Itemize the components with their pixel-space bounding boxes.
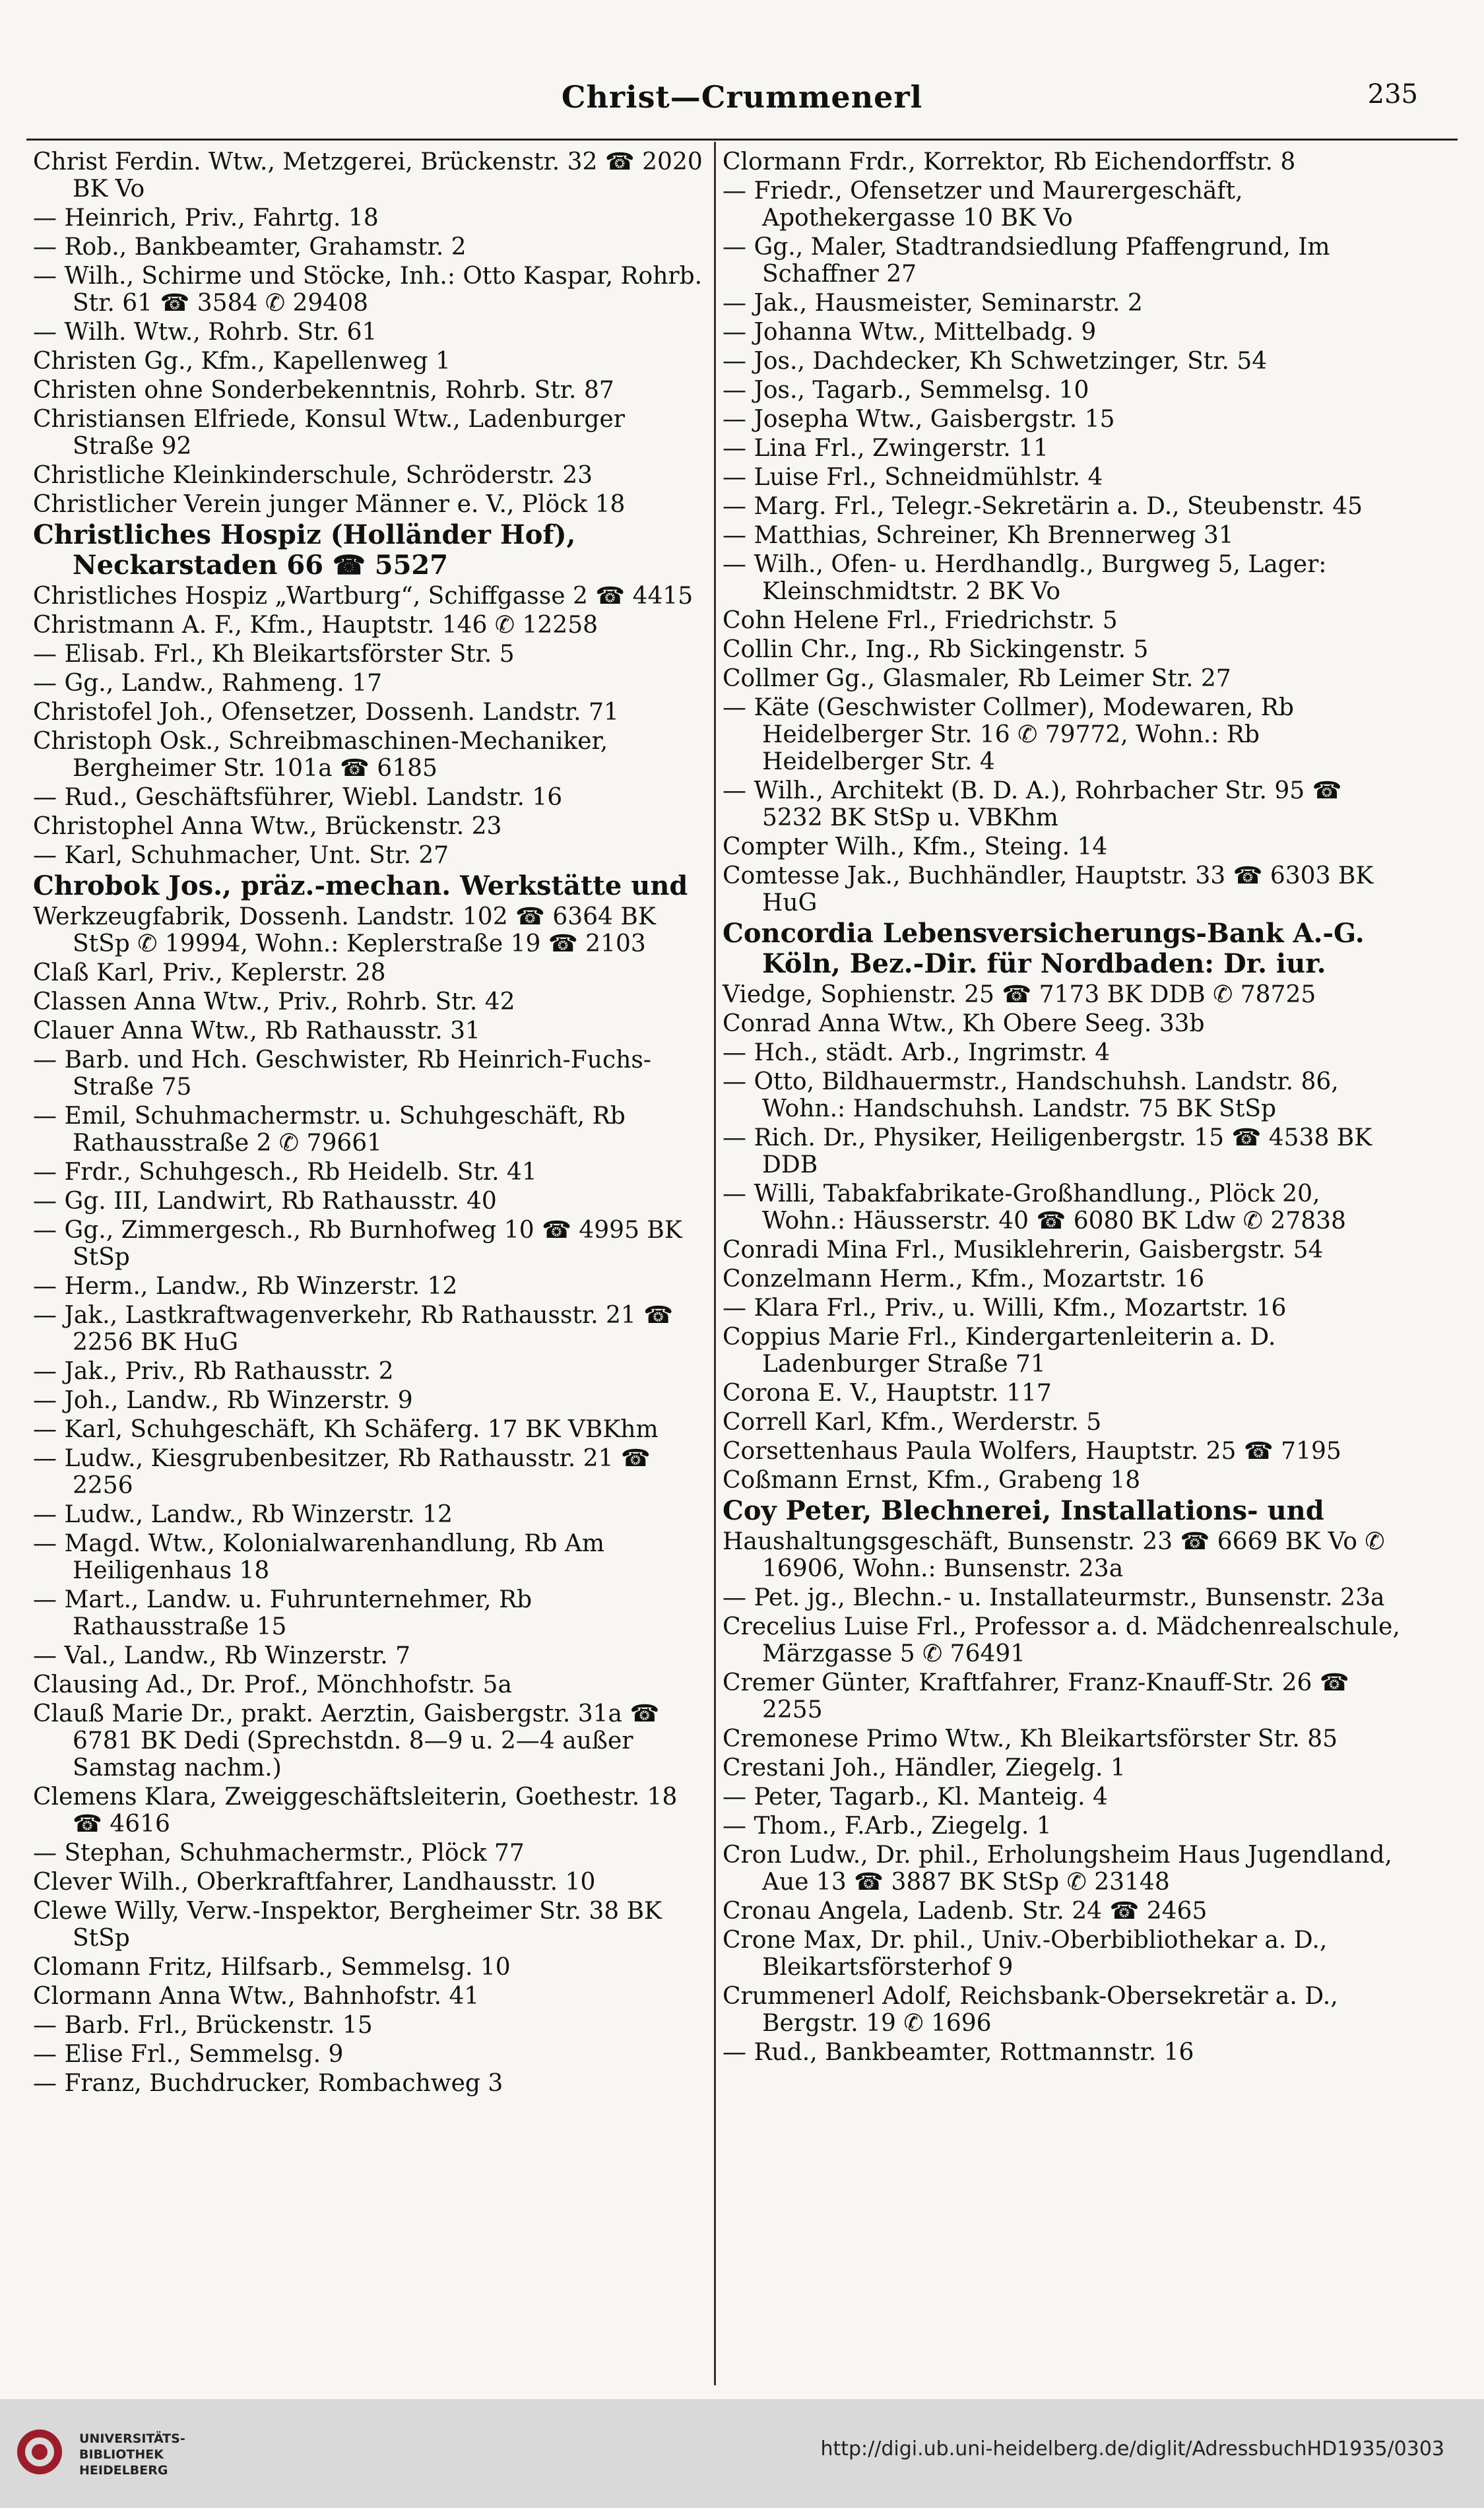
directory-entry: Cron Ludw., Dr. phil., Erholungsheim Haus Jugendland, Aue 13 ☎ 3887 BK StSp ✆ 23148 — [723, 1842, 1392, 1896]
directory-entry: — Val., Landw., Rb Winzerstr. 7 — [33, 1642, 411, 1669]
directory-entry: Haushaltungsgeschäft, Bunsenstr. 23 ☎ 6669 BK Vo ✆ 16906, Wohn.: Bunsenstr. 23a — [723, 1528, 1385, 1582]
directory-entry: — Magd. Wtw., Kolonialwarenhandlung, Rb Am Heiligenhaus 18 — [33, 1530, 604, 1584]
directory-entry: — Mart., Landw. u. Fuhrunternehmer, Rb Rathausstraße 15 — [33, 1586, 532, 1640]
directory-entry: — Wilh., Ofen- u. Herdhandlg., Burgweg 5, Lager: Kleinschmidtstr. 2 BK Vo — [723, 551, 1327, 605]
directory-entry: Crone Max, Dr. phil., Univ.-Oberbibliothekar a. D., Bleikartsförsterhof 9 — [723, 1927, 1328, 1981]
page-number: 235 — [1367, 79, 1418, 110]
directory-entry: Clormann Anna Wtw., Bahnhofstr. 41 — [33, 1983, 480, 2010]
directory-entry: — Gg., Zimmergesch., Rb Burnhofweg 10 ☎ 4995 BK StSp — [33, 1217, 682, 1271]
directory-entry: Clewe Willy, Verw.-Inspektor, Bergheimer Str. 38 BK StSp — [33, 1898, 662, 1952]
directory-entry: Cohn Helene Frl., Friedrichstr. 5 — [723, 607, 1118, 634]
footer — [0, 2399, 1484, 2508]
directory-entry: Cremer Günter, Kraftfahrer, Franz-Knauff-Str. 26 ☎ 2255 — [723, 1669, 1349, 1723]
directory-entry: Coßmann Ernst, Kfm., Grabeng 18 — [723, 1467, 1141, 1494]
directory-entry: Conrad Anna Wtw., Kh Obere Seeg. 33b — [723, 1010, 1205, 1037]
directory-entry: — Heinrich, Priv., Fahrtg. 18 — [33, 205, 379, 232]
directory-entry: Corsettenhaus Paula Wolfers, Hauptstr. 25 ☎ 7195 — [723, 1438, 1341, 1465]
directory-entry: — Rob., Bankbeamter, Grahamstr. 2 — [33, 234, 467, 261]
directory-entry: — Klara Frl., Priv., u. Willi, Kfm., Mozartstr. 16 — [723, 1295, 1287, 1322]
directory-entry: — Otto, Bildhauermstr., Handschuhsh. Landstr. 86, Wohn.: Handschuhsh. Landstr. 75 BK StSp — [723, 1068, 1339, 1122]
directory-entry: — Gg., Landw., Rahmeng. 17 — [33, 670, 382, 697]
directory-entry: Christen ohne Sonderbekenntnis, Rohrb. Str. 87 — [33, 377, 614, 404]
directory-entry: — Hch., städt. Arb., Ingrimstr. 4 — [723, 1039, 1111, 1066]
directory-entry: — Emil, Schuhmachermstr. u. Schuhgeschäft, Rb Rathausstraße 2 ✆ 79661 — [33, 1103, 626, 1157]
directory-entry: — Stephan, Schuhmachermstr., Plöck 77 — [33, 1840, 525, 1867]
directory-entry: — Elise Frl., Semmelsg. 9 — [33, 2041, 344, 2068]
directory-entry: Coy Peter, Blechnerei, Installations- und — [723, 1495, 1324, 1526]
directory-entry: — Josepha Wtw., Gaisbergstr. 15 — [723, 406, 1115, 433]
directory-entry: Clever Wilh., Oberkraftfahrer, Landhausstr. 10 — [33, 1869, 596, 1896]
directory-entry: Cremonese Primo Wtw., Kh Bleikartsförster Str. 85 — [723, 1725, 1338, 1752]
directory-entry: Conradi Mina Frl., Musiklehrerin, Gaisbergstr. 54 — [723, 1237, 1324, 1264]
directory-entry: Christliche Kleinkinderschule, Schröderstr. 23 — [33, 462, 593, 489]
directory-entry: Christen Gg., Kfm., Kapellenweg 1 — [33, 348, 451, 375]
directory-entry: Clauer Anna Wtw., Rb Rathausstr. 31 — [33, 1017, 480, 1045]
directory-entry: — Jak., Hausmeister, Seminarstr. 2 — [723, 290, 1143, 317]
library-name — [79, 2431, 185, 2478]
directory-entry: — Barb. Frl., Brückenstr. 15 — [33, 2012, 373, 2039]
directory-entry: Christofel Joh., Ofensetzer, Dossenh. Landstr. 71 — [33, 699, 619, 726]
directory-entry: Clausing Ad., Dr. Prof., Mönchhofstr. 5a — [33, 1671, 512, 1698]
directory-entry: Corona E. V., Hauptstr. 117 — [723, 1380, 1052, 1407]
directory-entry: Clemens Klara, Zweiggeschäftsleiterin, Goethestr. 18 ☎ 4616 — [33, 1784, 678, 1838]
directory-entry: — Ludw., Landw., Rb Winzerstr. 12 — [33, 1501, 453, 1528]
directory-entry: — Käte (Geschwister Collmer), Modewaren, Rb Heidelberger Str. 16 ✆ 79772, Wohn.: Rb Heidelberger Str. 4 — [723, 694, 1294, 775]
directory-entry: — Rud., Bankbeamter, Rottmannstr. 16 — [723, 2039, 1194, 2066]
page-header — [26, 79, 1458, 132]
directory-entry: Crestani Joh., Händler, Ziegelg. 1 — [723, 1754, 1126, 1782]
directory-entry: — Thom., F.Arb., Ziegelg. 1 — [723, 1813, 1052, 1840]
directory-entry: Christliches Hospiz (Holländer Hof), Neckarstaden 66 ☎ 5527 — [33, 519, 576, 581]
column-divider — [714, 142, 716, 2385]
directory-entry: — Wilh., Schirme und Stöcke, Inh.: Otto Kaspar, Rohrb. Str. 61 ☎ 3584 ✆ 29408 — [33, 263, 703, 317]
directory-entry: — Johanna Wtw., Mittelbadg. 9 — [723, 319, 1097, 346]
directory-entry: — Joh., Landw., Rb Winzerstr. 9 — [33, 1387, 413, 1414]
source-url-link[interactable]: http://digi.ub.uni-heidelberg.de/diglit/AdressbuchHD1935/0303 — [820, 2437, 1444, 2460]
directory-entry: Concordia Lebensversicherungs-Bank A.-G. Köln, Bez.-Dir. für Nordbaden: Dr. iur. — [723, 918, 1365, 979]
directory-entry: Cronau Angela, Ladenb. Str. 24 ☎ 2465 — [723, 1898, 1208, 1925]
directory-entry: Clauß Marie Dr., prakt. Aerztin, Gaisbergstr. 31a ☎ 6781 BK Dedi (Sprechstdn. 8—9 u. 2—4 außer Samstag nachm.) — [33, 1700, 660, 1782]
directory-entry: — Franz, Buchdrucker, Rombachweg 3 — [33, 2070, 503, 2097]
directory-entry: — Jos., Dachdecker, Kh Schwetzinger, Str. 54 — [723, 348, 1268, 375]
directory-entry: — Pet. jg., Blechn.- u. Installateurmstr., Bunsenstr. 23a — [723, 1584, 1385, 1611]
directory-entry: Viedge, Sophienstr. 25 ☎ 7173 BK DDB ✆ 78725 — [723, 981, 1316, 1008]
directory-entry: — Wilh. Wtw., Rohrb. Str. 61 — [33, 319, 377, 346]
directory-entry: — Karl, Schuhgeschäft, Kh Schäferg. 17 BK VBKhm — [33, 1416, 659, 1443]
directory-entry: Classen Anna Wtw., Priv., Rohrb. Str. 42 — [33, 988, 515, 1015]
library-name-line1: UNIVERSITÄTS- — [79, 2431, 185, 2446]
directory-entry: — Jak., Lastkraftwagenverkehr, Rb Rathausstr. 21 ☎ 2256 BK HuG — [33, 1302, 674, 1356]
university-library-logo-icon — [13, 2426, 66, 2478]
directory-entry: Christliches Hospiz „Wartburg“, Schiffgasse 2 ☎ 4415 — [33, 583, 694, 610]
directory-entry: — Wilh., Architekt (B. D. A.), Rohrbacher Str. 95 ☎ 5232 BK StSp u. VBKhm — [723, 777, 1342, 831]
directory-entry: — Jos., Tagarb., Semmelsg. 10 — [723, 377, 1089, 404]
directory-entry: Collin Chr., Ing., Rb Sickingenstr. 5 — [723, 636, 1149, 663]
directory-entry: Conzelmann Herm., Kfm., Mozartstr. 16 — [723, 1266, 1205, 1293]
directory-entry: Chrobok Jos., präz.-mechan. Werkstätte und — [33, 870, 688, 901]
directory-entry: Christophel Anna Wtw., Brückenstr. 23 — [33, 813, 502, 840]
right-column — [723, 148, 1409, 2068]
directory-entry: Correll Karl, Kfm., Werderstr. 5 — [723, 1409, 1102, 1436]
left-column — [33, 148, 706, 2099]
directory-entry: Christmann A. F., Kfm., Hauptstr. 146 ✆ 12258 — [33, 612, 598, 639]
library-name-line3: HEIDELBERG — [79, 2463, 168, 2478]
directory-entry: Christoph Osk., Schreibmaschinen-Mechaniker, Bergheimer Str. 101a ☎ 6185 — [33, 728, 608, 782]
directory-entry: — Gg. III, Landwirt, Rb Rathausstr. 40 — [33, 1188, 497, 1215]
directory-entry: — Barb. und Hch. Geschwister, Rb Heinrich-Fuchs-Straße 75 — [33, 1046, 651, 1101]
directory-entry: — Gg., Maler, Stadtrandsiedlung Pfaffengrund, Im Schaffner 27 — [723, 234, 1330, 288]
directory-entry: — Matthias, Schreiner, Kh Brennerweg 31 — [723, 522, 1234, 549]
directory-entry: Christ Ferdin. Wtw., Metzgerei, Brückenstr. 32 ☎ 2020 BK Vo — [33, 148, 703, 203]
directory-entry: Comtesse Jak., Buchhändler, Hauptstr. 33 ☎ 6303 BK HuG — [723, 862, 1374, 916]
directory-entry: Collmer Gg., Glasmaler, Rb Leimer Str. 27 — [723, 665, 1231, 692]
directory-entry: Coppius Marie Frl., Kindergartenleiterin a. D. Ladenburger Straße 71 — [723, 1324, 1276, 1378]
directory-entry: — Rud., Geschäftsführer, Wiebl. Landstr. 16 — [33, 784, 563, 811]
directory-entry: — Jak., Priv., Rb Rathausstr. 2 — [33, 1358, 394, 1385]
directory-entry: Crecelius Luise Frl., Professor a. d. Mädchenrealschule, Märzgasse 5 ✆ 76491 — [723, 1613, 1400, 1667]
directory-entry: Christlicher Verein junger Männer e. V., Plöck 18 — [33, 491, 626, 518]
directory-entry: — Rich. Dr., Physiker, Heiligenbergstr. 15 ☎ 4538 BK DDB — [723, 1124, 1372, 1178]
directory-entry: — Marg. Frl., Telegr.-Sekretärin a. D., Steubenstr. 45 — [723, 493, 1363, 520]
directory-entry: Crummenerl Adolf, Reichsbank-Obersekretär a. D., Bergstr. 19 ✆ 1696 — [723, 1983, 1338, 2037]
directory-entry: — Ludw., Kiesgrubenbesitzer, Rb Rathausstr. 21 ☎ 2256 — [33, 1445, 651, 1499]
directory-entry: — Willi, Tabakfabrikate-Großhandlung., Plöck 20, Wohn.: Häusserstr. 40 ☎ 6080 BK Ldw ✆ 27838 — [723, 1180, 1346, 1235]
directory-entry: Clormann Frdr., Korrektor, Rb Eichendorffstr. 8 — [723, 148, 1296, 176]
directory-entry: — Elisab. Frl., Kh Bleikartsförster Str. 5 — [33, 641, 515, 668]
directory-entry: — Karl, Schuhmacher, Unt. Str. 27 — [33, 842, 449, 869]
directory-entry: Christiansen Elfriede, Konsul Wtw., Ladenburger Straße 92 — [33, 406, 625, 460]
header-rule — [26, 139, 1458, 141]
directory-entry: — Lina Frl., Zwingerstr. 11 — [723, 435, 1048, 462]
directory-entry: — Frdr., Schuhgesch., Rb Heidelb. Str. 41 — [33, 1159, 537, 1186]
page-title: Christ—Crummenerl — [561, 79, 923, 115]
directory-entry: Compter Wilh., Kfm., Steing. 14 — [723, 833, 1108, 860]
library-name-line2: BIBLIOTHEK — [79, 2447, 164, 2462]
directory-entry: Claß Karl, Priv., Keplerstr. 28 — [33, 959, 386, 986]
directory-entry: Clomann Fritz, Hilfsarb., Semmelsg. 10 — [33, 1954, 511, 1981]
directory-entry: — Friedr., Ofensetzer und Maurergeschäft, Apothekergasse 10 BK Vo — [723, 177, 1243, 232]
directory-entry: — Luise Frl., Schneidmühlstr. 4 — [723, 464, 1103, 491]
directory-entry: Werkzeugfabrik, Dossenh. Landstr. 102 ☎ 6364 BK StSp ✆ 19994, Wohn.: Keplerstraße 19 ☎ 2103 — [33, 903, 656, 957]
directory-entry: — Herm., Landw., Rb Winzerstr. 12 — [33, 1273, 458, 1300]
directory-entry: — Peter, Tagarb., Kl. Manteig. 4 — [723, 1784, 1108, 1811]
